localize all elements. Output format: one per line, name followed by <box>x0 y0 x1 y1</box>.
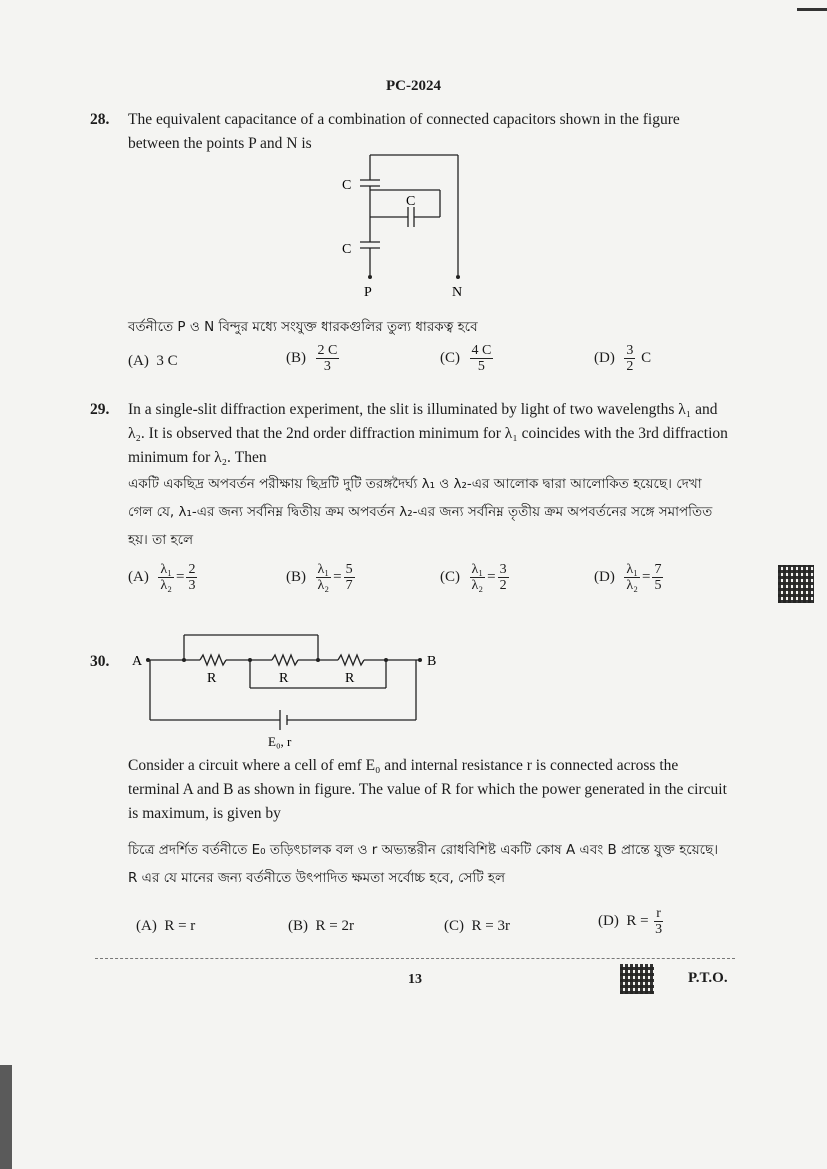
question-text-bn: বর্তনীতে P ও N বিন্দুর মধ্যে সংযুক্ত ধারকগুলির তুল্য ধারকত্ব হবে <box>128 319 478 335</box>
terminal-label-b: B <box>427 654 437 669</box>
paper-code: PC-2024 <box>386 78 441 94</box>
option-c[interactable]: (C) $\frac{\text{λ₁}}{\text{λ₂}}$ = $\frac{3}{2}$ <box>440 562 507 593</box>
scan-edge <box>0 1065 12 1169</box>
fraction: $\frac{5}{7}$ <box>345 562 353 593</box>
fraction: $\frac{2}{3}$ <box>188 562 196 593</box>
option-label: (B) <box>288 918 308 934</box>
qr-code-icon <box>620 964 654 994</box>
option-a[interactable] <box>128 353 178 370</box>
fraction: $\frac{r}{3}$ <box>655 906 663 937</box>
capacitor-label: C <box>342 242 352 257</box>
option-label: (B) <box>286 568 306 585</box>
capacitor-label: C <box>342 178 352 193</box>
option-label: (D) <box>594 568 615 585</box>
question-text-bn: চিত্রে প্রদর্শিত বর্তনীতে E₀ তড়িৎচালক বল ও r অভ্যন্তরীন রোধবিশিষ্ট একটি কোষ A এবং B প্রান্তে যুক্ত হয়েছে। R এর যে মানের জন্য বর্তনীতে উৎপাদিত ক্ষমতা সর্বোচ্চ হবে, সেটি হল <box>128 842 719 886</box>
capacitor-network-figure <box>330 150 480 300</box>
option-d[interactable] <box>598 906 665 937</box>
option-value: 3 C <box>156 353 178 369</box>
option-b[interactable]: (B) $\frac{\text{λ₁}}{\text{λ₂}}$ = $\frac{5}{7}$ <box>286 562 353 593</box>
point-label-n: N <box>452 285 463 300</box>
option-suffix: C <box>641 349 652 366</box>
resistor-label: R <box>345 671 355 686</box>
option-label: (C) <box>444 918 464 934</box>
please-turn-over: P.T.O. <box>688 970 728 986</box>
cell-label: E₀, r <box>268 734 292 749</box>
option-label: (A) <box>128 353 149 369</box>
question-text-en: In a single-slit diffraction experiment, the slit is illuminated by light of two wavelengths λ₁ and λ₂. It is observed that the 2nd order diffraction minimum for λ₁ coincides with the 3rd diffraction minimum for λ₂. Then <box>128 401 728 466</box>
fraction: $\frac{4 C}{5}$ <box>471 343 492 374</box>
scan-edge <box>797 8 827 11</box>
resistor-label: R <box>279 671 289 686</box>
resistor-label: R <box>207 671 217 686</box>
option-d[interactable] <box>594 343 651 374</box>
fraction: $\frac{7}{5}$ <box>654 562 662 593</box>
question-number: 30. <box>90 653 110 670</box>
options-28 <box>128 343 728 383</box>
option-b[interactable] <box>286 343 341 374</box>
question-30-text <box>90 754 730 892</box>
option-label: (A) <box>128 568 149 585</box>
option-prefix: R = <box>626 912 649 929</box>
option-a[interactable]: (A) $\frac{\text{λ₁}}{\text{λ₂}}$ = $\frac{2}{3}$ <box>128 562 196 593</box>
option-value: R = 2r <box>315 918 354 934</box>
options-30 <box>128 904 728 944</box>
capacitor-label: C <box>406 194 416 209</box>
question-28 <box>90 108 730 156</box>
question-29 <box>90 398 730 554</box>
options-29 <box>128 562 728 606</box>
footer-divider <box>95 958 735 959</box>
fraction: $\frac{2 C}{3}$ <box>317 343 338 374</box>
option-label: (A) <box>136 918 157 934</box>
option-label: (D) <box>594 349 615 366</box>
question-text-en: Consider a circuit where a cell of emf E₀ and internal resistance r is connected across the terminal A and B as shown in figure. The value of R for which the power generated in the circuit is maximum, is given by <box>128 757 727 822</box>
qr-code-icon <box>778 565 814 603</box>
question-text-bn: একটি একছিদ্র অপবর্তন পরীক্ষায় ছিদ্রটি দুটি তরঙ্গদৈর্ঘ্য λ₁ ও λ₂-এর আলোক দ্বারা আলোকিত হয়েছে। দেখা গেল যে, λ₁-এর জন্য সর্বনিম্ন দ্বিতীয় ক্রম অপবর্তন λ₂-এর জন্য সর্বনিম্ন তৃতীয় ক্রম অপবর্তনের সঙ্গে সমাপতিত হয়। তা হলে <box>128 476 713 548</box>
page-number: 13 <box>408 972 422 987</box>
option-label: (B) <box>286 349 306 366</box>
option-label: (C) <box>440 349 460 366</box>
question-number: 29. <box>90 401 110 418</box>
resistor-circuit-figure <box>130 630 450 750</box>
terminal-label-a: A <box>132 654 143 669</box>
fraction: $\frac{3}{2}$ <box>626 343 634 374</box>
question-text-en: The equivalent capacitance of a combination of connected capacitors shown in the figure between the points P and N is <box>128 111 680 152</box>
option-label: (D) <box>598 912 619 929</box>
option-b[interactable] <box>288 918 354 935</box>
fraction: $\frac{3}{2}$ <box>499 562 507 593</box>
option-c[interactable] <box>444 918 510 935</box>
question-number: 28. <box>90 111 110 128</box>
point-label-p: P <box>364 285 372 300</box>
option-value: R = r <box>164 918 196 934</box>
option-c[interactable] <box>440 343 495 374</box>
option-value: R = 3r <box>471 918 510 934</box>
option-a[interactable] <box>136 918 195 935</box>
option-label: (C) <box>440 568 460 585</box>
option-d[interactable]: (D) $\frac{\text{λ₁}}{\text{λ₂}}$ = $\frac{7}{5}$ <box>594 562 662 593</box>
question-28-bn <box>90 313 730 341</box>
